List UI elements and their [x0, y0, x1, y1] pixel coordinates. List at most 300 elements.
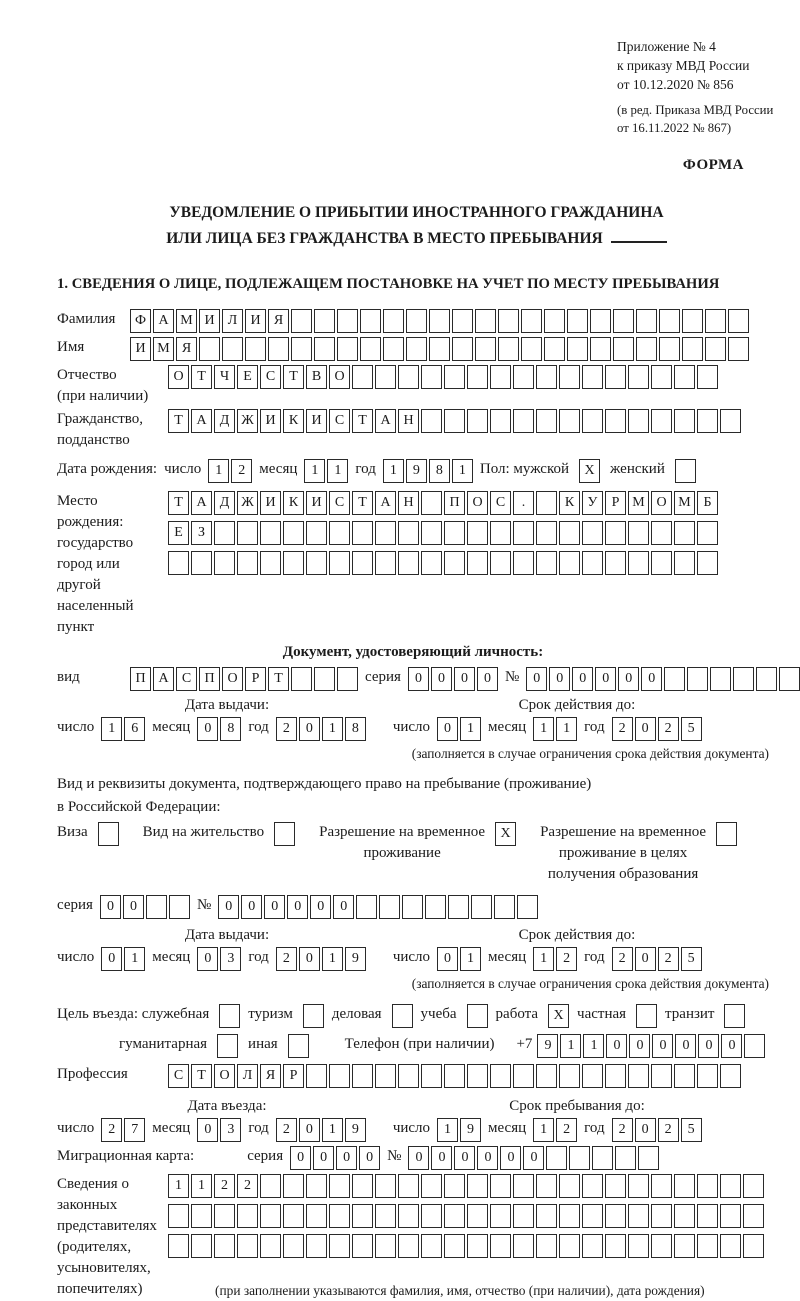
guardians-boxes-row1-cell[interactable]: [513, 1174, 534, 1198]
citizenship-boxes-cell[interactable]: Н: [398, 409, 419, 433]
transit-checkbox[interactable]: [724, 1004, 745, 1028]
profession-boxes-cell[interactable]: Л: [237, 1064, 258, 1088]
guardians-boxes-row3-cell[interactable]: [237, 1234, 258, 1258]
migration-number-boxes-cell[interactable]: 0: [408, 1146, 429, 1170]
guardians-boxes-row2-cell[interactable]: [329, 1204, 350, 1228]
surname-boxes-cell[interactable]: И: [199, 309, 220, 333]
guardians-boxes-row3-cell[interactable]: [467, 1234, 488, 1258]
guardians-boxes-row2-cell[interactable]: [398, 1204, 419, 1228]
guardians-boxes-row3-cell[interactable]: [513, 1234, 534, 1258]
guardians-boxes-row1-cell[interactable]: [398, 1174, 419, 1198]
guardians-boxes-row1-cell[interactable]: [375, 1174, 396, 1198]
birthplace-boxes-row1-cell[interactable]: С: [490, 491, 511, 515]
patronymic-boxes-cell[interactable]: [536, 365, 557, 389]
birthplace-boxes-row1-cell[interactable]: Д: [214, 491, 235, 515]
surname-boxes-cell[interactable]: И: [245, 309, 266, 333]
doc-number-boxes-cell[interactable]: [664, 667, 685, 691]
stay-month-boxes-cell[interactable]: 2: [556, 1118, 577, 1142]
guardians-boxes-row3-cell[interactable]: [743, 1234, 764, 1258]
profession-boxes-cell[interactable]: [398, 1064, 419, 1088]
phone-boxes-cell[interactable]: 1: [560, 1034, 581, 1058]
surname-boxes-cell[interactable]: [544, 309, 565, 333]
doc-type-boxes-cell[interactable]: [337, 667, 358, 691]
birthplace-boxes-row1-cell[interactable]: К: [559, 491, 580, 515]
temp-residence-checkbox[interactable]: X: [495, 822, 516, 846]
doc-valid-day-boxes-cell[interactable]: 1: [460, 717, 481, 741]
guardians-boxes-row3-cell[interactable]: [375, 1234, 396, 1258]
guardians-boxes-row3-cell[interactable]: [490, 1234, 511, 1258]
residence-number-boxes-cell[interactable]: 0: [310, 895, 331, 919]
birthplace-boxes-row3-cell[interactable]: [513, 551, 534, 575]
guardians-boxes-row3-cell[interactable]: [352, 1234, 373, 1258]
profession-boxes-cell[interactable]: [628, 1064, 649, 1088]
guardians-boxes-row2-cell[interactable]: [513, 1204, 534, 1228]
guardians-boxes-row2-cell[interactable]: [375, 1204, 396, 1228]
guardians-boxes-row3-cell[interactable]: [214, 1234, 235, 1258]
residence-permit-checkbox[interactable]: [274, 822, 295, 846]
surname-boxes-cell[interactable]: [636, 309, 657, 333]
doc-type-boxes-cell[interactable]: [314, 667, 335, 691]
birthplace-boxes-row1-cell[interactable]: А: [191, 491, 212, 515]
birthplace-boxes-row2-cell[interactable]: [490, 521, 511, 545]
guardians-boxes-row1-cell[interactable]: [582, 1174, 603, 1198]
patronymic-boxes-cell[interactable]: [352, 365, 373, 389]
residence-number-boxes-cell[interactable]: 0: [241, 895, 262, 919]
migration-number-boxes-cell[interactable]: 0: [500, 1146, 521, 1170]
patronymic-boxes-cell[interactable]: [467, 365, 488, 389]
birthplace-boxes-row3-cell[interactable]: [536, 551, 557, 575]
residence-valid-day-boxes-cell[interactable]: 1: [460, 947, 481, 971]
surname-boxes-cell[interactable]: [728, 309, 749, 333]
surname-boxes-cell[interactable]: [475, 309, 496, 333]
doc-issue-month-boxes-cell[interactable]: 8: [220, 717, 241, 741]
guardians-boxes-row2-cell[interactable]: [697, 1204, 718, 1228]
residence-valid-day-boxes-cell[interactable]: 0: [437, 947, 458, 971]
migration-number-boxes-cell[interactable]: 0: [431, 1146, 452, 1170]
doc-series-boxes-cell[interactable]: 0: [431, 667, 452, 691]
doc-number-boxes-cell[interactable]: 0: [526, 667, 547, 691]
guardians-boxes-row1-cell[interactable]: [444, 1174, 465, 1198]
citizenship-boxes-cell[interactable]: Д: [214, 409, 235, 433]
birthplace-boxes-row3-cell[interactable]: [352, 551, 373, 575]
birthplace-boxes-row2-cell[interactable]: [398, 521, 419, 545]
birthplace-boxes-row3-cell[interactable]: [467, 551, 488, 575]
guardians-boxes-row2-cell[interactable]: [191, 1204, 212, 1228]
work-checkbox[interactable]: X: [548, 1004, 569, 1028]
doc-issue-year-boxes-cell[interactable]: 2: [276, 717, 297, 741]
guardians-boxes-row1-cell[interactable]: 1: [168, 1174, 189, 1198]
visa-checkbox[interactable]: [98, 822, 119, 846]
guardians-boxes-row1-cell[interactable]: 2: [237, 1174, 258, 1198]
birthplace-boxes-row1-cell[interactable]: .: [513, 491, 534, 515]
birthplace-boxes-row3-cell[interactable]: [168, 551, 189, 575]
official-checkbox[interactable]: [219, 1004, 240, 1028]
doc-series-boxes-cell[interactable]: 0: [454, 667, 475, 691]
migration-number-boxes-cell[interactable]: [546, 1146, 567, 1170]
migration-number-boxes-cell[interactable]: [638, 1146, 659, 1170]
stay-day-boxes-cell[interactable]: 9: [460, 1118, 481, 1142]
birthplace-boxes-row3-cell[interactable]: [237, 551, 258, 575]
birthplace-boxes-row3-cell[interactable]: [306, 551, 327, 575]
patronymic-boxes-cell[interactable]: Т: [191, 365, 212, 389]
migration-number-boxes-cell[interactable]: 0: [477, 1146, 498, 1170]
citizenship-boxes-cell[interactable]: [444, 409, 465, 433]
doc-issue-day-boxes-cell[interactable]: 6: [124, 717, 145, 741]
female-checkbox[interactable]: [675, 459, 696, 483]
residence-number-boxes-cell[interactable]: 0: [287, 895, 308, 919]
residence-number-boxes-cell[interactable]: [448, 895, 469, 919]
doc-number-boxes-cell[interactable]: 0: [549, 667, 570, 691]
birthplace-boxes-row3-cell[interactable]: [375, 551, 396, 575]
profession-boxes-cell[interactable]: [375, 1064, 396, 1088]
surname-boxes-cell[interactable]: [429, 309, 450, 333]
citizenship-boxes-cell[interactable]: [513, 409, 534, 433]
givenname-boxes-cell[interactable]: [360, 337, 381, 361]
doc-valid-month-boxes-cell[interactable]: 1: [533, 717, 554, 741]
guardians-boxes-row2-cell[interactable]: [421, 1204, 442, 1228]
givenname-boxes-cell[interactable]: [728, 337, 749, 361]
migration-number-boxes-cell[interactable]: [615, 1146, 636, 1170]
birthplace-boxes-row1-cell[interactable]: Ж: [237, 491, 258, 515]
guardians-boxes-row2-cell[interactable]: [720, 1204, 741, 1228]
birth-year-boxes-cell[interactable]: 8: [429, 459, 450, 483]
doc-number-boxes-cell[interactable]: 0: [641, 667, 662, 691]
patronymic-boxes-cell[interactable]: [490, 365, 511, 389]
patronymic-boxes-cell[interactable]: [559, 365, 580, 389]
surname-boxes-cell[interactable]: [291, 309, 312, 333]
birthplace-boxes-row1-cell[interactable]: М: [628, 491, 649, 515]
migration-series-boxes-cell[interactable]: 0: [336, 1146, 357, 1170]
givenname-boxes-cell[interactable]: [314, 337, 335, 361]
stay-month-boxes-cell[interactable]: 1: [533, 1118, 554, 1142]
doc-number-boxes-cell[interactable]: 0: [595, 667, 616, 691]
givenname-boxes-cell[interactable]: [475, 337, 496, 361]
birthplace-boxes-row1-cell[interactable]: А: [375, 491, 396, 515]
citizenship-boxes-cell[interactable]: Т: [168, 409, 189, 433]
guardians-boxes-row3-cell[interactable]: [559, 1234, 580, 1258]
residence-series-boxes-cell[interactable]: 0: [100, 895, 121, 919]
citizenship-boxes-cell[interactable]: [628, 409, 649, 433]
patronymic-boxes-cell[interactable]: Е: [237, 365, 258, 389]
phone-boxes-cell[interactable]: [744, 1034, 765, 1058]
guardians-boxes-row3-cell[interactable]: [651, 1234, 672, 1258]
guardians-boxes-row1-cell[interactable]: [260, 1174, 281, 1198]
guardians-boxes-row3-cell[interactable]: [605, 1234, 626, 1258]
citizenship-boxes-cell[interactable]: И: [260, 409, 281, 433]
birthplace-boxes-row1-cell[interactable]: Т: [352, 491, 373, 515]
residence-issue-year-boxes-cell[interactable]: 2: [276, 947, 297, 971]
guardians-boxes-row1-cell[interactable]: [743, 1174, 764, 1198]
givenname-boxes-cell[interactable]: [659, 337, 680, 361]
doc-type-boxes-cell[interactable]: П: [130, 667, 151, 691]
guardians-boxes-row3-cell[interactable]: [329, 1234, 350, 1258]
doc-valid-year-boxes-cell[interactable]: 2: [658, 717, 679, 741]
birthplace-boxes-row2-cell[interactable]: [697, 521, 718, 545]
profession-boxes-cell[interactable]: [582, 1064, 603, 1088]
profession-boxes-cell[interactable]: [720, 1064, 741, 1088]
birthplace-boxes-row1-cell[interactable]: Н: [398, 491, 419, 515]
guardians-boxes-row3-cell[interactable]: [444, 1234, 465, 1258]
patronymic-boxes-cell[interactable]: [513, 365, 534, 389]
guardians-boxes-row3-cell[interactable]: [398, 1234, 419, 1258]
guardians-boxes-row2-cell[interactable]: [674, 1204, 695, 1228]
birthplace-boxes-row3-cell[interactable]: [283, 551, 304, 575]
patronymic-boxes-cell[interactable]: Ч: [214, 365, 235, 389]
residence-valid-year-boxes-cell[interactable]: 2: [658, 947, 679, 971]
givenname-boxes-cell[interactable]: [544, 337, 565, 361]
surname-boxes-cell[interactable]: [337, 309, 358, 333]
guardians-boxes-row2-cell[interactable]: [628, 1204, 649, 1228]
givenname-boxes-cell[interactable]: [383, 337, 404, 361]
birthplace-boxes-row1-cell[interactable]: П: [444, 491, 465, 515]
birth-month-boxes-cell[interactable]: 1: [304, 459, 325, 483]
doc-number-boxes-cell[interactable]: [710, 667, 731, 691]
birthplace-boxes-row1-cell[interactable]: И: [306, 491, 327, 515]
guardians-boxes-row3-cell[interactable]: [697, 1234, 718, 1258]
birth-year-boxes-cell[interactable]: 1: [383, 459, 404, 483]
birthplace-boxes-row2-cell[interactable]: [214, 521, 235, 545]
guardians-boxes-row3-cell[interactable]: [306, 1234, 327, 1258]
residence-valid-year-boxes-cell[interactable]: 5: [681, 947, 702, 971]
guardians-boxes-row2-cell[interactable]: [444, 1204, 465, 1228]
profession-boxes-cell[interactable]: [306, 1064, 327, 1088]
birthplace-boxes-row2-cell[interactable]: [582, 521, 603, 545]
guardians-boxes-row2-cell[interactable]: [490, 1204, 511, 1228]
phone-boxes-cell[interactable]: 9: [537, 1034, 558, 1058]
guardians-boxes-row3-cell[interactable]: [582, 1234, 603, 1258]
birthplace-boxes-row2-cell[interactable]: [467, 521, 488, 545]
birthplace-boxes-row1-cell[interactable]: [421, 491, 442, 515]
profession-boxes-cell[interactable]: [467, 1064, 488, 1088]
surname-boxes-cell[interactable]: [613, 309, 634, 333]
birthplace-boxes-row3-cell[interactable]: [697, 551, 718, 575]
givenname-boxes-cell[interactable]: Я: [176, 337, 197, 361]
residence-issue-day-boxes-cell[interactable]: 1: [124, 947, 145, 971]
givenname-boxes-cell[interactable]: [613, 337, 634, 361]
profession-boxes-cell[interactable]: [490, 1064, 511, 1088]
birthplace-boxes-row1-cell[interactable]: О: [651, 491, 672, 515]
residence-number-boxes-cell[interactable]: 0: [264, 895, 285, 919]
private-checkbox[interactable]: [636, 1004, 657, 1028]
birthplace-boxes-row2-cell[interactable]: [444, 521, 465, 545]
stay-year-boxes-cell[interactable]: 2: [612, 1118, 633, 1142]
doc-series-boxes-cell[interactable]: 0: [408, 667, 429, 691]
birthplace-boxes-row2-cell[interactable]: [237, 521, 258, 545]
migration-series-boxes-cell[interactable]: 0: [290, 1146, 311, 1170]
givenname-boxes-cell[interactable]: [567, 337, 588, 361]
phone-boxes-cell[interactable]: 0: [606, 1034, 627, 1058]
doc-number-boxes-cell[interactable]: [687, 667, 708, 691]
residence-number-boxes-cell[interactable]: [402, 895, 423, 919]
profession-boxes-cell[interactable]: Т: [191, 1064, 212, 1088]
birth-day-boxes-cell[interactable]: 2: [231, 459, 252, 483]
birthplace-boxes-row3-cell[interactable]: [582, 551, 603, 575]
phone-boxes-cell[interactable]: 0: [721, 1034, 742, 1058]
patronymic-boxes-cell[interactable]: [398, 365, 419, 389]
patronymic-boxes-cell[interactable]: В: [306, 365, 327, 389]
guardians-boxes-row1-cell[interactable]: 1: [191, 1174, 212, 1198]
surname-boxes-cell[interactable]: Я: [268, 309, 289, 333]
residence-issue-year-boxes-cell[interactable]: 1: [322, 947, 343, 971]
surname-boxes-cell[interactable]: [452, 309, 473, 333]
entry-year-boxes-cell[interactable]: 2: [276, 1118, 297, 1142]
profession-boxes-cell[interactable]: [444, 1064, 465, 1088]
residence-number-boxes-cell[interactable]: [425, 895, 446, 919]
surname-boxes-cell[interactable]: [521, 309, 542, 333]
givenname-boxes-cell[interactable]: [521, 337, 542, 361]
givenname-boxes-cell[interactable]: [452, 337, 473, 361]
guardians-boxes-row1-cell[interactable]: [421, 1174, 442, 1198]
guardians-boxes-row2-cell[interactable]: [237, 1204, 258, 1228]
doc-issue-day-boxes-cell[interactable]: 1: [101, 717, 122, 741]
residence-valid-month-boxes-cell[interactable]: 1: [533, 947, 554, 971]
citizenship-boxes-cell[interactable]: [536, 409, 557, 433]
guardians-boxes-row1-cell[interactable]: [651, 1174, 672, 1198]
stay-year-boxes-cell[interactable]: 2: [658, 1118, 679, 1142]
doc-valid-year-boxes-cell[interactable]: 0: [635, 717, 656, 741]
profession-boxes-cell[interactable]: [651, 1064, 672, 1088]
phone-boxes-cell[interactable]: 0: [675, 1034, 696, 1058]
doc-type-boxes-cell[interactable]: Р: [245, 667, 266, 691]
residence-valid-year-boxes-cell[interactable]: 2: [612, 947, 633, 971]
guardians-boxes-row3-cell[interactable]: [191, 1234, 212, 1258]
entry-month-boxes-cell[interactable]: 3: [220, 1118, 241, 1142]
birthplace-boxes-row2-cell[interactable]: [628, 521, 649, 545]
guardians-boxes-row1-cell[interactable]: [306, 1174, 327, 1198]
migration-series-boxes-cell[interactable]: 0: [313, 1146, 334, 1170]
profession-boxes-cell[interactable]: [605, 1064, 626, 1088]
guardians-boxes-row1-cell[interactable]: [283, 1174, 304, 1198]
profession-boxes-cell[interactable]: [352, 1064, 373, 1088]
guardians-boxes-row3-cell[interactable]: [283, 1234, 304, 1258]
profession-boxes-cell[interactable]: [697, 1064, 718, 1088]
patronymic-boxes-cell[interactable]: [651, 365, 672, 389]
givenname-boxes-cell[interactable]: [429, 337, 450, 361]
birthplace-boxes-row3-cell[interactable]: [605, 551, 626, 575]
study-checkbox[interactable]: [467, 1004, 488, 1028]
patronymic-boxes-cell[interactable]: [582, 365, 603, 389]
citizenship-boxes-cell[interactable]: [421, 409, 442, 433]
citizenship-boxes-cell[interactable]: [582, 409, 603, 433]
guardians-boxes-row3-cell[interactable]: [536, 1234, 557, 1258]
entry-year-boxes-cell[interactable]: 1: [322, 1118, 343, 1142]
guardians-boxes-row2-cell[interactable]: [559, 1204, 580, 1228]
birthplace-boxes-row1-cell[interactable]: У: [582, 491, 603, 515]
surname-boxes-cell[interactable]: [682, 309, 703, 333]
birthplace-boxes-row1-cell[interactable]: К: [283, 491, 304, 515]
profession-boxes-cell[interactable]: [559, 1064, 580, 1088]
residence-number-boxes-cell[interactable]: 0: [333, 895, 354, 919]
givenname-boxes-cell[interactable]: [705, 337, 726, 361]
surname-boxes-cell[interactable]: [406, 309, 427, 333]
citizenship-boxes-cell[interactable]: [605, 409, 626, 433]
guardians-boxes-row2-cell[interactable]: [260, 1204, 281, 1228]
citizenship-boxes-cell[interactable]: А: [375, 409, 396, 433]
birth-day-boxes-cell[interactable]: 1: [208, 459, 229, 483]
birthplace-boxes-row1-cell[interactable]: О: [467, 491, 488, 515]
guardians-boxes-row3-cell[interactable]: [674, 1234, 695, 1258]
residence-series-boxes-cell[interactable]: 0: [123, 895, 144, 919]
patronymic-boxes-cell[interactable]: Т: [283, 365, 304, 389]
guardians-boxes-row1-cell[interactable]: [674, 1174, 695, 1198]
guardians-boxes-row2-cell[interactable]: [743, 1204, 764, 1228]
doc-type-boxes-cell[interactable]: Т: [268, 667, 289, 691]
surname-boxes-cell[interactable]: [498, 309, 519, 333]
stay-year-boxes-cell[interactable]: 5: [681, 1118, 702, 1142]
business-checkbox[interactable]: [392, 1004, 413, 1028]
residence-number-boxes-cell[interactable]: [517, 895, 538, 919]
profession-boxes-cell[interactable]: [674, 1064, 695, 1088]
guardians-boxes-row1-cell[interactable]: [352, 1174, 373, 1198]
birthplace-boxes-row2-cell[interactable]: [260, 521, 281, 545]
birthplace-boxes-row2-cell[interactable]: [352, 521, 373, 545]
guardians-boxes-row2-cell[interactable]: [605, 1204, 626, 1228]
guardians-boxes-row2-cell[interactable]: [467, 1204, 488, 1228]
other-purpose-checkbox[interactable]: [288, 1034, 309, 1058]
birthplace-boxes-row3-cell[interactable]: [421, 551, 442, 575]
citizenship-boxes-cell[interactable]: [697, 409, 718, 433]
residence-number-boxes-cell[interactable]: [494, 895, 515, 919]
guardians-boxes-row3-cell[interactable]: [720, 1234, 741, 1258]
givenname-boxes-cell[interactable]: [636, 337, 657, 361]
guardians-boxes-row3-cell[interactable]: [168, 1234, 189, 1258]
migration-number-boxes-cell[interactable]: [592, 1146, 613, 1170]
residence-number-boxes-cell[interactable]: 0: [218, 895, 239, 919]
tourism-checkbox[interactable]: [303, 1004, 324, 1028]
profession-boxes-cell[interactable]: С: [168, 1064, 189, 1088]
doc-issue-year-boxes-cell[interactable]: 8: [345, 717, 366, 741]
patronymic-boxes-cell[interactable]: [421, 365, 442, 389]
birth-month-boxes-cell[interactable]: 1: [327, 459, 348, 483]
birthplace-boxes-row2-cell[interactable]: Е: [168, 521, 189, 545]
guardians-boxes-row2-cell[interactable]: [582, 1204, 603, 1228]
birthplace-boxes-row3-cell[interactable]: [260, 551, 281, 575]
guardians-boxes-row2-cell[interactable]: [168, 1204, 189, 1228]
birthplace-boxes-row3-cell[interactable]: [214, 551, 235, 575]
residence-issue-month-boxes-cell[interactable]: 0: [197, 947, 218, 971]
birthplace-boxes-row3-cell[interactable]: [559, 551, 580, 575]
surname-boxes-cell[interactable]: М: [176, 309, 197, 333]
givenname-boxes-cell[interactable]: [406, 337, 427, 361]
birthplace-boxes-row2-cell[interactable]: [513, 521, 534, 545]
birthplace-boxes-row1-cell[interactable]: Б: [697, 491, 718, 515]
entry-year-boxes-cell[interactable]: 9: [345, 1118, 366, 1142]
doc-valid-year-boxes-cell[interactable]: 5: [681, 717, 702, 741]
guardians-boxes-row1-cell[interactable]: [536, 1174, 557, 1198]
profession-boxes-cell[interactable]: [421, 1064, 442, 1088]
guardians-boxes-row1-cell[interactable]: [329, 1174, 350, 1198]
surname-boxes-cell[interactable]: [360, 309, 381, 333]
surname-boxes-cell[interactable]: А: [153, 309, 174, 333]
doc-series-boxes-cell[interactable]: 0: [477, 667, 498, 691]
givenname-boxes-cell[interactable]: [268, 337, 289, 361]
birthplace-boxes-row1-cell[interactable]: [536, 491, 557, 515]
surname-boxes-cell[interactable]: [567, 309, 588, 333]
stay-day-boxes-cell[interactable]: 1: [437, 1118, 458, 1142]
guardians-boxes-row2-cell[interactable]: [536, 1204, 557, 1228]
migration-number-boxes-cell[interactable]: [569, 1146, 590, 1170]
birthplace-boxes-row2-cell[interactable]: [651, 521, 672, 545]
surname-boxes-cell[interactable]: [383, 309, 404, 333]
givenname-boxes-cell[interactable]: [682, 337, 703, 361]
surname-boxes-cell[interactable]: [705, 309, 726, 333]
citizenship-boxes-cell[interactable]: [674, 409, 695, 433]
citizenship-boxes-cell[interactable]: К: [283, 409, 304, 433]
citizenship-boxes-cell[interactable]: [559, 409, 580, 433]
residence-issue-month-boxes-cell[interactable]: 3: [220, 947, 241, 971]
residence-series-boxes-cell[interactable]: [146, 895, 167, 919]
doc-type-boxes-cell[interactable]: [291, 667, 312, 691]
